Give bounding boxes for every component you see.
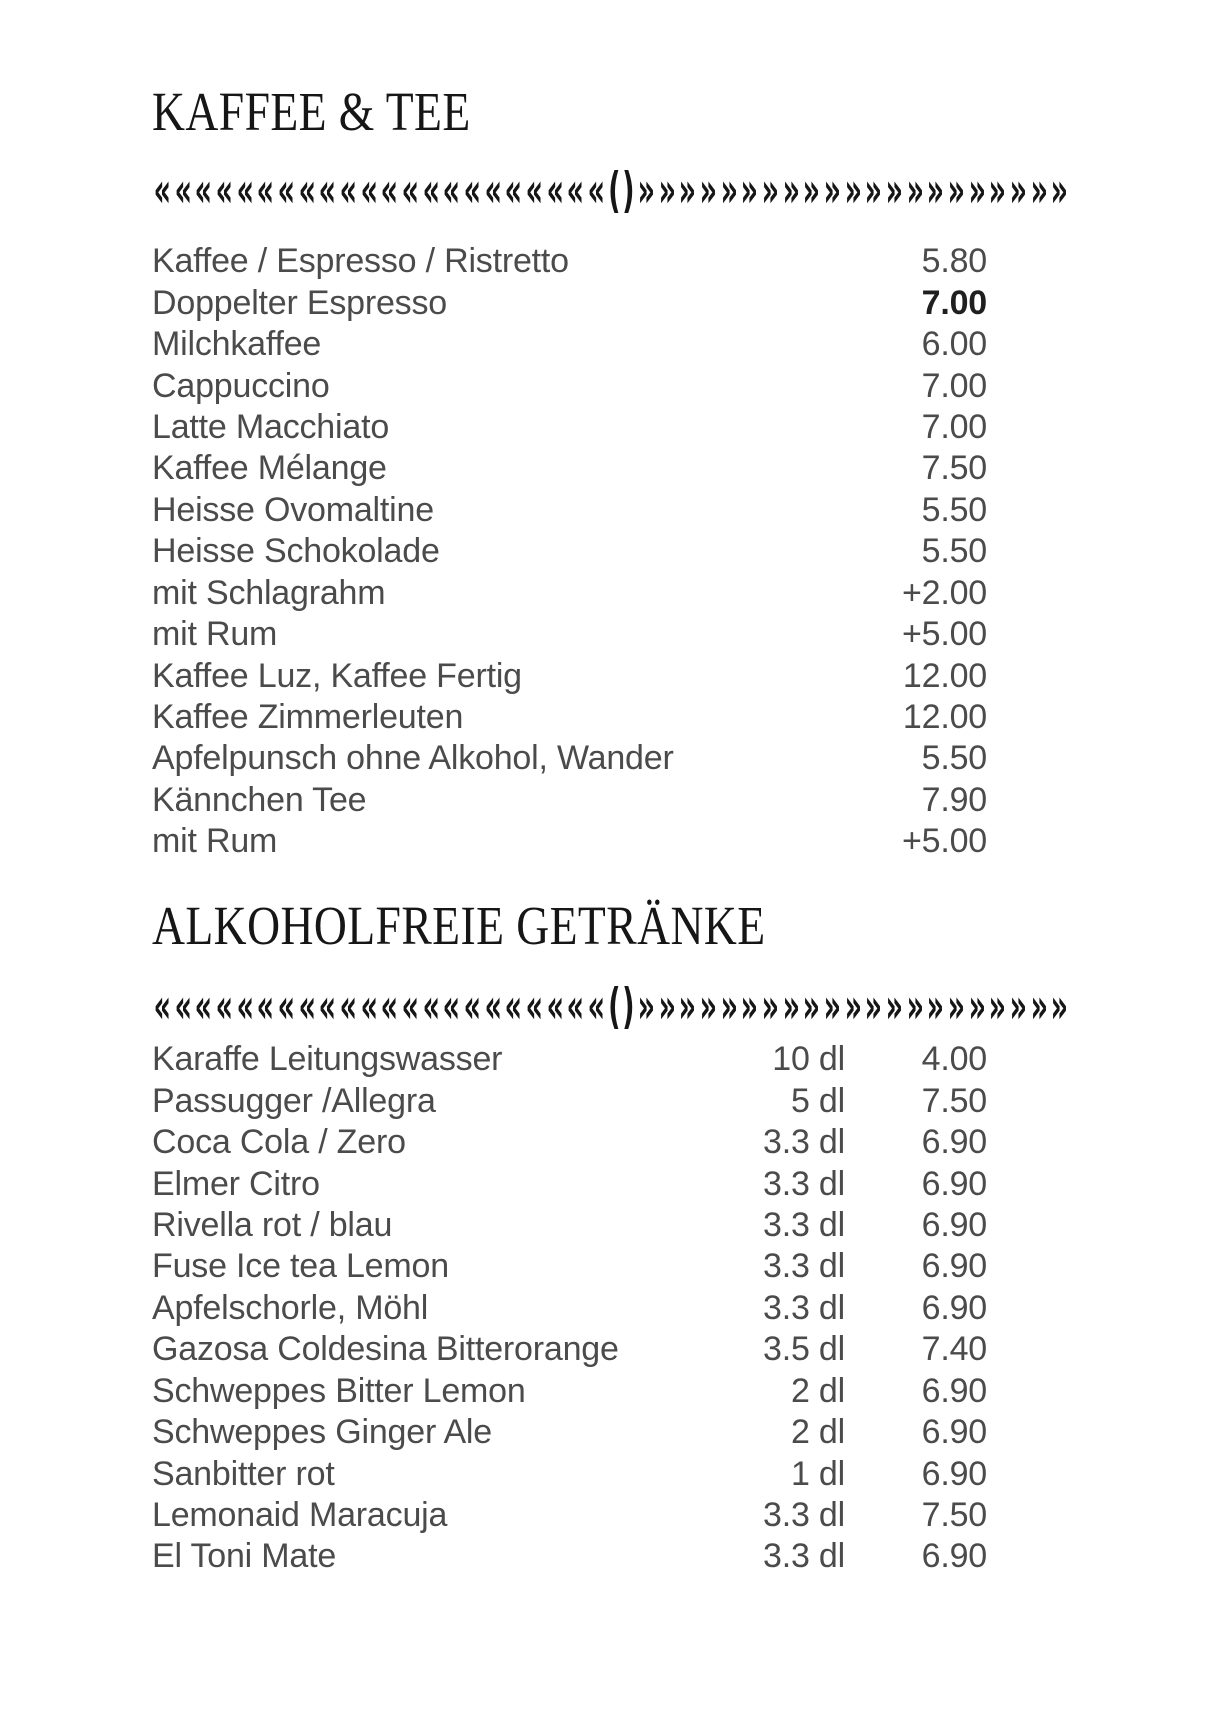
item-name: Fuse Ice tea Lemon (152, 1247, 449, 1286)
guillemet-ornament-char: » (906, 977, 924, 1035)
guillemet-ornament-char: » (720, 977, 738, 1035)
guillemet-ornament-char: « (256, 161, 275, 219)
guillemet-ornament-char: ) (622, 161, 635, 219)
item-price: +5.00 (901, 822, 987, 861)
guillemet-ornament-char: « (174, 161, 192, 219)
guillemet-ornament-char: » (802, 977, 821, 1035)
guillemet-ornament-char: ( (607, 977, 621, 1035)
menu-item-row (152, 1371, 987, 1412)
guillemet-ornament-char: » (885, 977, 904, 1035)
item-size: 3.3 dl (763, 1123, 845, 1162)
guillemet-ornament-char: « (153, 161, 172, 219)
guillemet-ornament-char: « (484, 161, 502, 219)
item-name: mit Schlagrahm (152, 573, 386, 612)
guillemet-divider-ornament (152, 161, 1069, 219)
guillemet-ornament-char: « (546, 977, 564, 1035)
item-name: Kaffee Mélange (152, 449, 387, 488)
item-size: 3.3 dl (763, 1496, 845, 1535)
item-price: 5.50 (921, 490, 987, 529)
item-price: 6.90 (921, 1205, 987, 1244)
menu-item-row (152, 1536, 987, 1577)
menu-item-row (152, 241, 987, 282)
item-name: Cappuccino (152, 366, 330, 405)
guillemet-ornament-char: » (844, 161, 862, 219)
item-price: 7.90 (921, 780, 987, 819)
menu-item-row (152, 1288, 987, 1329)
guillemet-ornament-char: « (525, 161, 544, 219)
item-name: Latte Macchiato (152, 407, 390, 446)
item-name: Schweppes Bitter Lemon (152, 1371, 526, 1410)
guillemet-ornament-char: « (484, 977, 502, 1035)
menu-item-row (152, 1453, 987, 1494)
guillemet-ornament-char: ( (607, 161, 621, 219)
guillemet-ornament-char: « (504, 161, 523, 219)
guillemet-ornament-char: « (546, 161, 564, 219)
guillemet-ornament-char: « (566, 977, 585, 1035)
item-size: 3.3 dl (763, 1164, 845, 1203)
guillemet-ornament-char: « (339, 977, 358, 1035)
item-name: Heisse Ovomaltine (152, 490, 434, 529)
guillemet-ornament-char: » (947, 161, 966, 219)
guillemet-ornament-char: « (318, 161, 337, 219)
menu-item-row (152, 614, 987, 655)
item-name: Doppelter Espresso (152, 283, 447, 322)
guillemet-ornament-char: » (678, 977, 697, 1035)
guillemet-ornament-char: » (989, 977, 1007, 1035)
item-name: Schweppes Ginger Ale (152, 1413, 492, 1452)
item-price: 7.50 (921, 449, 987, 488)
menu-item-row (152, 1080, 987, 1121)
guillemet-ornament-char: « (401, 161, 420, 219)
guillemet-ornament-char: » (1009, 977, 1028, 1035)
guillemet-ornament-char: » (782, 977, 800, 1035)
item-price: +5.00 (901, 615, 987, 654)
menu-item-row (152, 1412, 987, 1453)
guillemet-ornament-char: « (236, 977, 254, 1035)
guillemet-ornament-char: « (587, 161, 606, 219)
item-price: 6.90 (921, 1164, 987, 1203)
guillemet-ornament-char: « (422, 161, 440, 219)
item-size: 2 dl (790, 1413, 845, 1452)
item-price: 7.50 (921, 1081, 987, 1120)
item-size: 3.3 dl (763, 1537, 845, 1576)
menu-item-row (152, 780, 987, 821)
item-name: Heisse Schokolade (152, 532, 440, 571)
menu-item-list-alkoholfreie-getraenke (152, 1039, 987, 1578)
guillemet-ornament-char: « (236, 161, 254, 219)
guillemet-ornament-char: « (380, 977, 399, 1035)
item-size: 2 dl (790, 1371, 845, 1410)
item-name: Kaffee Zimmerleuten (152, 698, 464, 737)
guillemet-ornament-char: » (844, 977, 862, 1035)
item-name: Apfelpunsch ohne Alkohol, Wander (152, 739, 674, 778)
menu-item-row (152, 1246, 987, 1287)
guillemet-ornament-char: » (926, 977, 945, 1035)
item-price: 6.90 (921, 1537, 987, 1576)
guillemet-ornament-char: » (761, 977, 780, 1035)
item-price: 6.90 (921, 1288, 987, 1327)
guillemet-ornament-char: » (637, 977, 656, 1035)
guillemet-ornament-char: « (215, 977, 234, 1035)
guillemet-ornament-char: » (1051, 977, 1069, 1035)
menu-item-row (152, 490, 987, 531)
item-price: 12.00 (902, 656, 987, 695)
guillemet-ornament-char: » (699, 977, 718, 1035)
item-price: 6.00 (921, 325, 987, 364)
section-title-kaffee-tee: KAFFEE & TEE (152, 81, 471, 142)
menu-item-row (152, 1205, 987, 1246)
item-name: Kaffee Luz, Kaffee Fertig (152, 656, 522, 695)
menu-item-list-kaffee-tee (152, 241, 987, 863)
menu-item-row (152, 365, 987, 406)
item-name: Milchkaffee (152, 325, 322, 364)
menu-item-row (152, 655, 987, 696)
guillemet-ornament-char: « (194, 161, 213, 219)
guillemet-ornament-char: » (782, 161, 800, 219)
item-price: 5.50 (921, 739, 987, 778)
guillemet-ornament-char: ) (622, 977, 635, 1035)
item-price: +2.00 (901, 573, 987, 612)
guillemet-ornament-char: « (153, 977, 172, 1035)
item-size: 5 dl (790, 1081, 845, 1120)
item-size: 3.3 dl (763, 1288, 845, 1327)
guillemet-ornament-char: » (699, 161, 718, 219)
guillemet-ornament-char: « (442, 977, 461, 1035)
menu-item-row (152, 1163, 987, 1204)
item-price: 6.90 (921, 1247, 987, 1286)
menu-item-row (152, 407, 987, 448)
guillemet-ornament-char: » (658, 161, 676, 219)
menu-item-row (152, 282, 987, 323)
guillemet-ornament-char: » (678, 161, 697, 219)
menu-item-row (152, 738, 987, 779)
menu-item-row (152, 1329, 987, 1370)
item-size: 10 dl (772, 1040, 845, 1079)
menu-item-row (152, 1122, 987, 1163)
item-size: 3.3 dl (763, 1205, 845, 1244)
guillemet-ornament-char: « (401, 977, 420, 1035)
guillemet-ornament-char: » (637, 161, 656, 219)
item-name: El Toni Mate (152, 1537, 337, 1576)
guillemet-ornament-char: « (194, 977, 213, 1035)
item-name: Gazosa Coldesina Bitterorange (152, 1330, 619, 1369)
item-price: 6.90 (921, 1371, 987, 1410)
item-price: 5.50 (921, 532, 987, 571)
guillemet-ornament-char: « (587, 977, 606, 1035)
menu-item-row (152, 448, 987, 489)
guillemet-divider-ornament (152, 977, 1069, 1035)
guillemet-ornament-char: » (740, 161, 759, 219)
guillemet-ornament-char: « (277, 977, 296, 1035)
guillemet-ornament-char: « (360, 161, 378, 219)
guillemet-ornament-char: « (256, 977, 275, 1035)
guillemet-ornament-char: » (1051, 161, 1069, 219)
guillemet-ornament-char: « (442, 161, 461, 219)
item-name: Kännchen Tee (152, 780, 367, 819)
item-price: 7.40 (921, 1330, 987, 1369)
item-size: 3.3 dl (763, 1247, 845, 1286)
menu-item-row (152, 531, 987, 572)
item-name: mit Rum (152, 615, 278, 654)
item-name: Apfelschorle, Möhl (152, 1288, 429, 1327)
item-price: 12.00 (902, 698, 987, 737)
menu-item-row (152, 1039, 987, 1080)
guillemet-ornament-char: » (658, 977, 676, 1035)
item-name: Karaffe Leitungswasser (152, 1040, 503, 1079)
guillemet-ornament-char: « (298, 161, 316, 219)
item-name: Kaffee / Espresso / Ristretto (152, 242, 569, 281)
menu-item-row (152, 573, 987, 614)
item-size: 1 dl (790, 1454, 845, 1493)
guillemet-ornament-char: » (1030, 977, 1048, 1035)
guillemet-ornament-char: « (463, 977, 482, 1035)
guillemet-ornament-char: » (947, 977, 966, 1035)
item-price: 7.00 (921, 366, 987, 405)
guillemet-ornament-char: « (380, 161, 399, 219)
guillemet-ornament-char: » (823, 977, 842, 1035)
guillemet-ornament-char: » (1030, 161, 1048, 219)
guillemet-ornament-char: » (968, 161, 986, 219)
item-price: 6.90 (921, 1454, 987, 1493)
item-name: Elmer Citro (152, 1164, 320, 1203)
menu-item-row (152, 821, 987, 862)
guillemet-ornament-char: » (720, 161, 738, 219)
item-size: 3.5 dl (763, 1330, 845, 1369)
item-price: 7.50 (921, 1496, 987, 1535)
guillemet-ornament-char: » (926, 161, 945, 219)
guillemet-ornament-char: « (277, 161, 296, 219)
guillemet-ornament-char: « (215, 161, 234, 219)
menu-item-row (152, 697, 987, 738)
item-name: Rivella rot / blau (152, 1205, 393, 1244)
section-title-alkoholfreie-getraenke: ALKOHOLFREIE GETRÄNKE (152, 895, 766, 956)
guillemet-ornament-char: « (339, 161, 358, 219)
guillemet-ornament-char: » (864, 977, 883, 1035)
guillemet-ornament-char: « (360, 977, 378, 1035)
guillemet-ornament-char: « (525, 977, 544, 1035)
guillemet-ornament-char: » (989, 161, 1007, 219)
menu-item-row (152, 324, 987, 365)
guillemet-ornament-char: » (968, 977, 986, 1035)
guillemet-ornament-char: « (504, 977, 523, 1035)
menu-item-row (152, 1495, 987, 1536)
guillemet-ornament-char: « (463, 161, 482, 219)
item-price: 6.90 (921, 1413, 987, 1452)
guillemet-ornament-char: » (1009, 161, 1028, 219)
guillemet-ornament-char: » (885, 161, 904, 219)
guillemet-ornament-char: « (422, 977, 440, 1035)
item-name: Coca Cola / Zero (152, 1123, 406, 1162)
item-price: 6.90 (921, 1123, 987, 1162)
item-price: 4.00 (921, 1040, 987, 1079)
guillemet-ornament-char: » (906, 161, 924, 219)
guillemet-ornament-char: » (761, 161, 780, 219)
item-price: 7.00 (921, 407, 987, 446)
guillemet-ornament-char: « (566, 161, 585, 219)
item-name: Passugger /Allegra (152, 1081, 436, 1120)
guillemet-ornament-char: » (740, 977, 759, 1035)
item-name: Lemonaid Maracuja (152, 1496, 448, 1535)
item-name: mit Rum (152, 822, 278, 861)
item-price: 5.80 (921, 242, 987, 281)
guillemet-ornament-char: » (823, 161, 842, 219)
item-price: 7.00 (921, 283, 987, 322)
guillemet-ornament-char: « (298, 977, 316, 1035)
guillemet-ornament-char: « (318, 977, 337, 1035)
guillemet-ornament-char: « (174, 977, 192, 1035)
guillemet-ornament-char: » (802, 161, 821, 219)
guillemet-ornament-char: » (864, 161, 883, 219)
item-name: Sanbitter rot (152, 1454, 335, 1493)
